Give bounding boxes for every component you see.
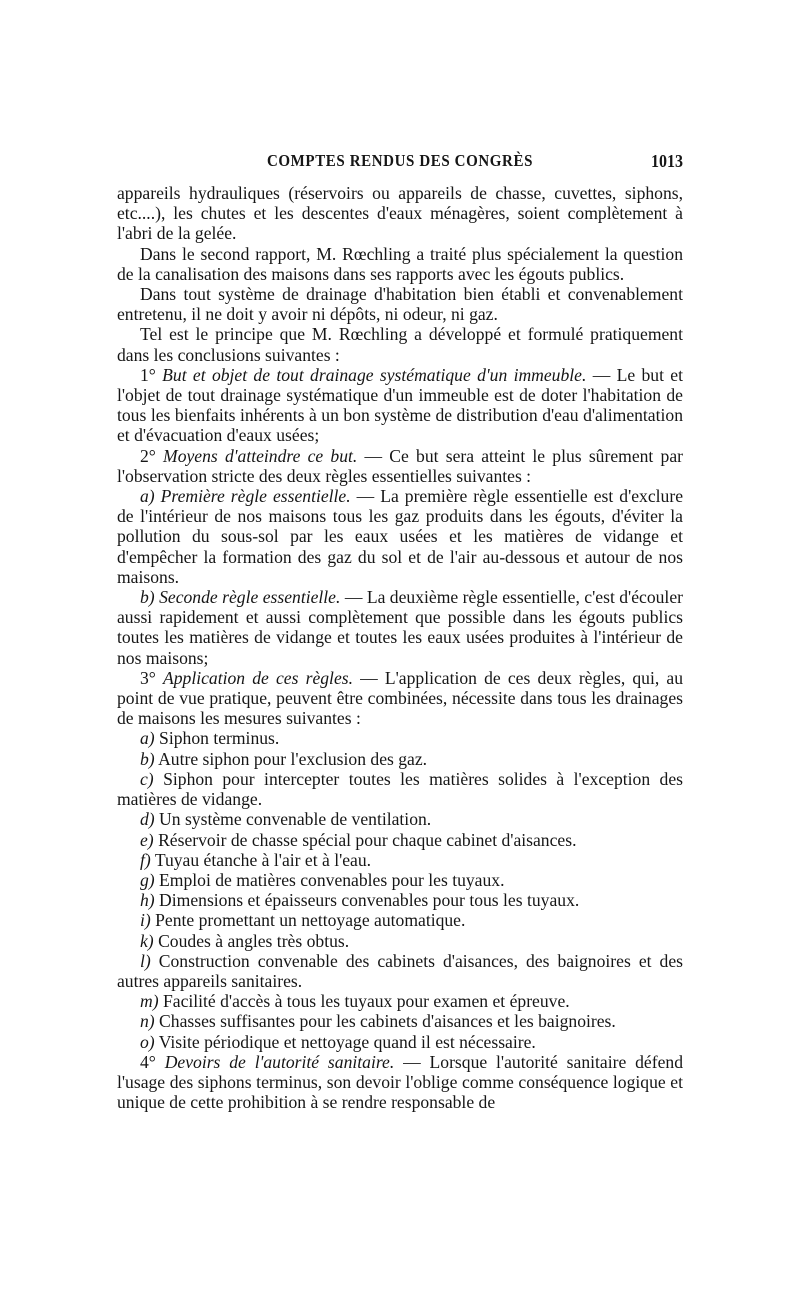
measure-letter: k) (140, 930, 154, 951)
measure-text: Visite périodique et nettoyage quand il est nécessaire. (154, 1031, 536, 1052)
measure-letter: n) (140, 1011, 155, 1032)
measure-text: Siphon pour intercepter toutes les matières solides à l'exception des matières de vidange. (117, 768, 683, 810)
rule-a (117, 486, 683, 587)
measure-text: Autre siphon pour l'exclusion des gaz. (154, 748, 428, 769)
page-number: 1013 (651, 152, 683, 172)
rule-title: Première règle essentielle. (160, 486, 351, 507)
conclusion-1 (117, 365, 683, 446)
rule-letter: b) (140, 587, 155, 608)
rule-title: Seconde règle essentielle. (159, 587, 341, 608)
conclusion-text: — Le but et l'objet de tout drainage systématique d'un immeuble est de doter l'habitation de tous les bienfaits inhérents à un bon système de distribution d'eau d'alimentation et d'évacuation d'eaux usées; (117, 364, 683, 446)
measure-item (117, 991, 683, 1011)
measure-text: Chasses suffisantes pour les cabinets d'aisances et les baignoires. (154, 1011, 616, 1032)
conclusion-title: Moyens d'atteindre ce but. (163, 445, 358, 466)
measure-text: Pente promettant un nettoyage automatique. (150, 910, 466, 931)
conclusion-number: 4° (140, 1051, 156, 1072)
conclusion-number: 3° (140, 667, 156, 688)
measure-item (117, 890, 683, 910)
measure-text: Emploi de matières convenables pour les tuyaux. (154, 869, 505, 890)
paragraph-second-report: Dans le second rapport, M. Rœchling a traité plus spécialement la question de la canalisation des maisons dans ses rapports avec les égouts publics. (117, 243, 683, 284)
measure-letter: i) (140, 910, 151, 931)
conclusion-text: — Ce but sera atteint le plus sûrement par l'observation stricte des deux règles essentielles suivantes : (117, 445, 683, 486)
measure-letter: o) (140, 1031, 155, 1052)
conclusion-text: — L'application de ces deux règles, qui, au point de vue pratique, peuvent être combinées, nécessite dans tous les drainages de maisons les mesures suivantes : (117, 667, 683, 729)
measure-letter: l) (140, 950, 151, 971)
measure-letter: b) (140, 748, 155, 769)
measure-item (117, 769, 683, 809)
conclusion-number: 1° (140, 364, 156, 385)
page-header (117, 150, 683, 170)
conclusion-4 (117, 1052, 683, 1113)
conclusion-number: 2° (140, 445, 156, 466)
measure-letter: h) (140, 890, 155, 911)
measure-text: Tuyau étanche à l'air et à l'eau. (150, 849, 372, 870)
conclusion-title: Devoirs de l'autorité sanitaire. (164, 1051, 395, 1072)
measure-letter: f) (140, 849, 151, 870)
measure-item (117, 850, 683, 870)
paragraph-principle: Tel est le principe que M. Rœchling a développé et formulé pratiquement dans les conclusions suivantes : (117, 324, 683, 365)
measure-letter: g) (140, 869, 155, 890)
conclusion-text: — Lorsque l'autorité sanitaire défend l'usage des siphons terminus, son devoir l'oblige comme conséquence logique et unique de cette prohibition à se rendre responsable de (117, 1051, 683, 1113)
running-title: COMPTES RENDUS DES CONGRÈS (266, 152, 534, 171)
book-page (117, 150, 683, 1112)
measure-item (117, 910, 683, 930)
measure-letter: m) (140, 991, 159, 1012)
measure-item (117, 749, 683, 769)
measure-text: Dimensions et épaisseurs convenables pour tous les tuyaux. (154, 890, 580, 911)
rule-letter: a) (140, 486, 155, 507)
measure-item (117, 931, 683, 951)
measure-item (117, 809, 683, 829)
measure-item (117, 951, 683, 991)
measure-letter: e) (140, 829, 154, 850)
measure-letter: a) (140, 728, 155, 749)
measure-letter: c) (140, 768, 154, 789)
measure-letter: d) (140, 809, 155, 830)
measure-item (117, 1011, 683, 1031)
rule-text: — La première règle essentielle est d'exclure de l'intérieur de nos maisons tous les gaz produits dans les égouts, d'éviter la pollution du sous-sol par les eaux usées et les matières de vidange et d'empêcher la formation des gaz du sol et de l'air au-dessous et autour de nos maisons. (117, 486, 684, 587)
measures-list (117, 728, 683, 1051)
measure-item (117, 830, 683, 850)
measure-item (117, 1032, 683, 1052)
paragraph-drainage-system: Dans tout système de drainage d'habitation bien établi et convenablement entretenu, il ne doit y avoir ni dépôts, ni odeur, ni gaz. (117, 284, 683, 325)
conclusion-3 (117, 668, 683, 729)
measure-text: Facilité d'accès à tous les tuyaux pour examen et épreuve. (158, 991, 570, 1012)
measure-text: Réservoir de chasse spécial pour chaque cabinet d'aisances. (153, 829, 577, 850)
conclusion-title: Application de ces règles. (163, 667, 353, 688)
measure-text: Siphon terminus. (154, 728, 280, 749)
measure-text: Coudes à angles très obtus. (153, 930, 350, 951)
conclusion-title: But et objet de tout drainage systématique d'un immeuble. (162, 364, 587, 385)
measure-item (117, 870, 683, 890)
rule-text: — La deuxième règle essentielle, c'est d'écouler aussi rapidement et aussi complètement que possible dans les égouts publics toutes les matières de vidange et toutes les eaux usées produites à l'intérieur de nos maisons; (117, 587, 683, 668)
conclusion-2 (117, 446, 683, 486)
measure-text: Un système convenable de ventilation. (154, 809, 432, 830)
rule-b (117, 587, 683, 668)
measure-text: Construction convenable des cabinets d'aisances, des baignoires et des autres appareils sanitaires. (117, 950, 683, 991)
measure-item (117, 728, 683, 748)
paragraph-continued: appareils hydrauliques (réservoirs ou appareils de chasse, cuvettes, siphons, etc....), les chutes et les descentes d'eaux ménagères, soient complètement à l'abri de la gelée. (117, 183, 683, 244)
